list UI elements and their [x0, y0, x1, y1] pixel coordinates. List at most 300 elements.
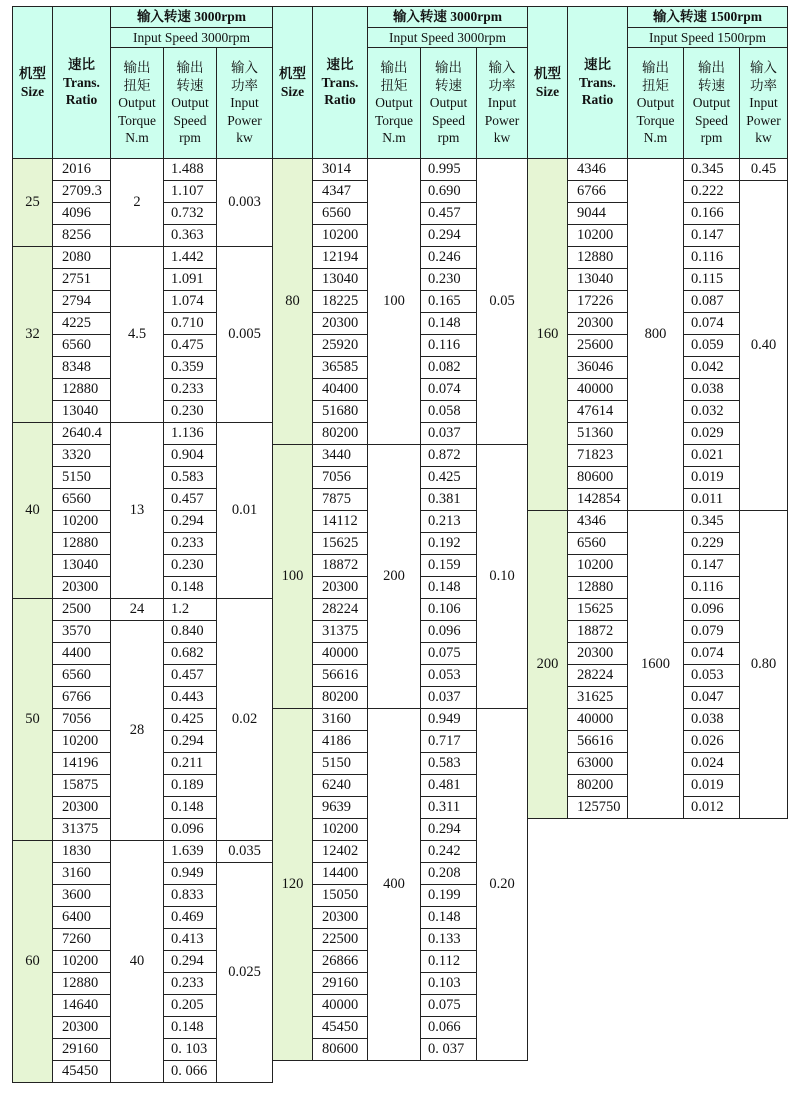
speed-cell: 0.211 [164, 753, 217, 775]
ratio-cell: 80200 [568, 775, 628, 797]
column-header-line: 输出 [176, 60, 204, 76]
ratio-cell: 4346 [568, 511, 628, 533]
table-row [273, 159, 528, 181]
speed-cell: 0.229 [684, 533, 740, 555]
ratio-cell: 10200 [568, 555, 628, 577]
ratio-cell: 63000 [568, 753, 628, 775]
speed-cell: 0.205 [164, 995, 217, 1017]
ratio-cell: 15050 [313, 885, 368, 907]
table-row [13, 599, 273, 621]
column-header-line: Speed [173, 112, 207, 128]
ratio-cell: 12880 [53, 379, 111, 401]
speed-cell: 1.639 [164, 841, 217, 863]
speed-cell: 0.116 [684, 247, 740, 269]
ratio-cell: 25920 [313, 335, 368, 357]
speed-cell: 0.294 [421, 819, 477, 841]
column-header-line: 速比 [326, 57, 354, 73]
speed-cell: 1.074 [164, 291, 217, 313]
column-header-line: 功率 [488, 77, 516, 93]
table-row [13, 159, 273, 181]
speed-cell: 0. 103 [164, 1039, 217, 1061]
speed-cell: 0.116 [684, 577, 740, 599]
ratio-cell: 4096 [53, 203, 111, 225]
power-cell: 0.01 [217, 423, 273, 599]
ratio-cell: 14640 [53, 995, 111, 1017]
column-header-line: 输入 [488, 60, 516, 76]
input-speed-cn: 输入转速 3000rpm [111, 7, 273, 28]
column-header-line: 功率 [231, 77, 258, 93]
ratio-cell: 125750 [568, 797, 628, 819]
ratio-cell: 31375 [313, 621, 368, 643]
ratio-cell: 5150 [313, 753, 368, 775]
speed-cell: 0.096 [421, 621, 477, 643]
speed-cell: 0.147 [684, 225, 740, 247]
ratio-cell: 4400 [53, 643, 111, 665]
column-header-line: rpm [437, 130, 460, 146]
speed-cell: 0.148 [164, 797, 217, 819]
column-header-line: 扭矩 [642, 77, 669, 93]
speed-cell: 0.147 [684, 555, 740, 577]
ratio-cell: 15875 [53, 775, 111, 797]
table-row [13, 841, 273, 863]
ratio-cell: 6766 [568, 181, 628, 203]
size-cell: 80 [273, 159, 313, 445]
speed-cell: 0.075 [421, 995, 477, 1017]
ratio-cell: 2709.3 [53, 181, 111, 203]
column-header-line: N.m [643, 130, 668, 146]
ratio-cell: 29160 [313, 973, 368, 995]
ratio-cell: 3160 [53, 863, 111, 885]
size-cell: 60 [13, 841, 53, 1083]
column-header-torque [111, 48, 164, 159]
column-header-line: Size [20, 83, 45, 99]
speed-cell: 0.075 [421, 643, 477, 665]
speed-cell: 0.021 [684, 445, 740, 467]
speed-cell: 0.583 [421, 753, 477, 775]
speed-cell: 0.381 [421, 489, 477, 511]
speed-cell: 0.246 [421, 247, 477, 269]
input-speed-en: Input Speed 3000rpm [368, 28, 528, 48]
input-speed-en: Input Speed 1500rpm [628, 28, 788, 48]
ratio-cell: 6560 [53, 665, 111, 687]
speed-cell: 0.840 [164, 621, 217, 643]
speed-cell: 0.074 [684, 313, 740, 335]
column-header-line: Speed [695, 112, 728, 128]
column-header-line: 输出 [380, 60, 408, 76]
speed-cell: 0.230 [164, 555, 217, 577]
size-cell: 50 [13, 599, 53, 841]
ratio-cell: 8256 [53, 225, 111, 247]
power-cell: 0.40 [740, 181, 788, 511]
speed-cell: 0.717 [421, 731, 477, 753]
ratio-cell: 22500 [313, 929, 368, 951]
power-cell: 0.10 [477, 445, 528, 709]
column-header-line: kw [236, 130, 253, 146]
speed-cell: 0.213 [421, 511, 477, 533]
ratio-cell: 20300 [568, 643, 628, 665]
ratio-cell: 6240 [313, 775, 368, 797]
speed-cell: 0.311 [421, 797, 477, 819]
ratio-cell: 20300 [313, 313, 368, 335]
input-speed-cn: 输入转速 3000rpm [368, 7, 528, 28]
column-header-line: Ratio [324, 92, 356, 108]
size-cell: 32 [13, 247, 53, 423]
column-header-line: Power [484, 112, 520, 128]
ratio-cell: 10200 [53, 731, 111, 753]
power-cell: 0.45 [740, 159, 788, 181]
column-header-ratio [313, 7, 368, 159]
speed-cell: 0.457 [164, 665, 217, 687]
speed-cell: 0.230 [164, 401, 217, 423]
speed-cell: 0.230 [421, 269, 477, 291]
ratio-cell: 51360 [568, 423, 628, 445]
ratio-cell: 12880 [53, 533, 111, 555]
column-header-line: 转速 [435, 77, 462, 93]
input-speed-cn: 输入转速 1500rpm [628, 7, 788, 28]
column-header-line: kw [493, 130, 511, 146]
table-row [13, 247, 273, 269]
speed-cell: 0.019 [684, 467, 740, 489]
speed-cell: 0.345 [684, 159, 740, 181]
column-header-line: 扭矩 [123, 77, 151, 93]
ratio-cell: 6400 [53, 907, 111, 929]
speed-cell: 0.058 [421, 401, 477, 423]
ratio-cell: 40000 [313, 643, 368, 665]
column-header-line: Output [692, 95, 731, 111]
column-header-line: Power [746, 112, 781, 128]
ratio-cell: 4347 [313, 181, 368, 203]
speed-cell: 0.233 [164, 533, 217, 555]
table-row [528, 511, 788, 533]
speed-cell: 0.690 [421, 181, 477, 203]
power-cell: 0.025 [217, 863, 273, 1083]
table-row [273, 709, 528, 731]
ratio-cell: 6766 [53, 687, 111, 709]
speed-cell: 0.053 [684, 665, 740, 687]
ratio-cell: 3320 [53, 445, 111, 467]
column-header-ratio [568, 7, 628, 159]
ratio-cell: 14112 [313, 511, 368, 533]
column-header-speed [684, 48, 740, 159]
ratio-cell: 2640.4 [53, 423, 111, 445]
power-cell: 0.035 [217, 841, 273, 863]
ratio-cell: 40400 [313, 379, 368, 401]
column-header-line: 扭矩 [380, 77, 408, 93]
speed-cell: 0.359 [164, 357, 217, 379]
speed-cell: 0.148 [164, 1017, 217, 1039]
ratio-cell: 71823 [568, 445, 628, 467]
ratio-cell: 3160 [313, 709, 368, 731]
column-header-line: Speed [432, 112, 465, 128]
speed-cell: 0. 037 [421, 1039, 477, 1061]
column-header-line: Output [171, 95, 209, 111]
ratio-cell: 7056 [53, 709, 111, 731]
ratio-cell: 10200 [313, 819, 368, 841]
column-header-line: 输入 [750, 60, 777, 76]
table-row [528, 159, 788, 181]
column-header-line: 输出 [642, 60, 669, 76]
column-header-line: Ratio [65, 92, 98, 108]
size-cell: 160 [528, 159, 568, 511]
speed-cell: 0.026 [684, 731, 740, 753]
speed-cell: 0.032 [684, 401, 740, 423]
ratio-cell: 8348 [53, 357, 111, 379]
column-header-line: N.m [125, 130, 149, 146]
ratio-cell: 12402 [313, 841, 368, 863]
column-header-line: Input [230, 95, 259, 111]
speed-cell: 0.457 [164, 489, 217, 511]
torque-cell: 40 [111, 841, 164, 1083]
column-header-line: Power [227, 112, 262, 128]
ratio-cell: 7875 [313, 489, 368, 511]
speed-cell: 0.053 [421, 665, 477, 687]
ratio-cell: 15625 [568, 599, 628, 621]
size-cell: 200 [528, 511, 568, 819]
table-panel-3 [527, 6, 787, 819]
ratio-cell: 7260 [53, 929, 111, 951]
ratio-cell: 2751 [53, 269, 111, 291]
ratio-cell: 13040 [53, 555, 111, 577]
speed-cell: 1.091 [164, 269, 217, 291]
ratio-cell: 40000 [313, 995, 368, 1017]
ratio-cell: 29160 [53, 1039, 111, 1061]
ratio-cell: 3014 [313, 159, 368, 181]
speed-cell: 0.710 [164, 313, 217, 335]
speed-cell: 1.107 [164, 181, 217, 203]
ratio-cell: 14400 [313, 863, 368, 885]
ratio-cell: 10200 [313, 225, 368, 247]
torque-cell: 800 [628, 159, 684, 511]
speed-cell: 0. 066 [164, 1061, 217, 1083]
speed-cell: 1.2 [164, 599, 217, 621]
spec-table [12, 6, 273, 1083]
ratio-cell: 28224 [313, 599, 368, 621]
column-header-line: Input [749, 95, 778, 111]
speed-cell: 0.087 [684, 291, 740, 313]
ratio-cell: 9639 [313, 797, 368, 819]
ratio-cell: 31625 [568, 687, 628, 709]
ratio-cell: 6560 [53, 489, 111, 511]
column-header-speed [164, 48, 217, 159]
ratio-cell: 13040 [568, 269, 628, 291]
column-header-size [528, 7, 568, 159]
speed-cell: 0.103 [421, 973, 477, 995]
speed-cell: 1.442 [164, 247, 217, 269]
speed-cell: 0.059 [684, 335, 740, 357]
speed-cell: 1.488 [164, 159, 217, 181]
torque-cell: 100 [368, 159, 421, 445]
column-header-line: Input [487, 95, 517, 111]
speed-cell: 0.199 [421, 885, 477, 907]
ratio-cell: 20300 [53, 1017, 111, 1039]
ratio-cell: 47614 [568, 401, 628, 423]
ratio-cell: 20300 [313, 577, 368, 599]
ratio-cell: 13040 [313, 269, 368, 291]
speed-cell: 0.233 [164, 379, 217, 401]
speed-cell: 0.995 [421, 159, 477, 181]
ratio-cell: 2500 [53, 599, 111, 621]
column-header-line: 功率 [750, 77, 777, 93]
speed-cell: 0.425 [164, 709, 217, 731]
spec-table [527, 6, 788, 819]
speed-cell: 0.042 [684, 357, 740, 379]
torque-cell: 24 [111, 599, 164, 621]
ratio-cell: 4186 [313, 731, 368, 753]
speed-cell: 0.166 [684, 203, 740, 225]
ratio-cell: 12880 [568, 247, 628, 269]
speed-cell: 0.165 [421, 291, 477, 313]
column-header-speed [421, 48, 477, 159]
speed-cell: 0.148 [421, 907, 477, 929]
ratio-cell: 15625 [313, 533, 368, 555]
ratio-cell: 4346 [568, 159, 628, 181]
speed-cell: 0.159 [421, 555, 477, 577]
speed-cell: 0.833 [164, 885, 217, 907]
ratio-cell: 45450 [313, 1017, 368, 1039]
torque-cell: 2 [111, 159, 164, 247]
column-header-power [740, 48, 788, 159]
speed-cell: 0.294 [164, 731, 217, 753]
table-row [13, 423, 273, 445]
speed-cell: 0.148 [421, 577, 477, 599]
column-header-line: Output [375, 95, 413, 111]
speed-cell: 0.583 [164, 467, 217, 489]
ratio-cell: 12194 [313, 247, 368, 269]
torque-cell: 28 [111, 621, 164, 841]
ratio-cell: 1830 [53, 841, 111, 863]
ratio-cell: 10200 [568, 225, 628, 247]
speed-cell: 0.481 [421, 775, 477, 797]
speed-cell: 0.949 [421, 709, 477, 731]
speed-cell: 0.294 [421, 225, 477, 247]
spec-table [272, 6, 528, 1061]
ratio-cell: 3570 [53, 621, 111, 643]
speed-cell: 0.079 [684, 621, 740, 643]
ratio-cell: 2080 [53, 247, 111, 269]
ratio-cell: 10200 [53, 951, 111, 973]
speed-cell: 0.019 [684, 775, 740, 797]
power-cell: 0.003 [217, 159, 273, 247]
ratio-cell: 80200 [313, 423, 368, 445]
column-header-ratio [53, 7, 111, 159]
speed-cell: 0.192 [421, 533, 477, 555]
speed-cell: 0.682 [164, 643, 217, 665]
speed-cell: 0.363 [164, 225, 217, 247]
column-header-line: 机型 [19, 65, 46, 81]
column-header-line: N.m [382, 130, 406, 146]
ratio-cell: 40000 [568, 709, 628, 731]
torque-cell: 200 [368, 445, 421, 709]
speed-cell: 0.011 [684, 489, 740, 511]
speed-cell: 0.904 [164, 445, 217, 467]
ratio-cell: 6560 [568, 533, 628, 555]
column-header-line: 输入 [231, 60, 258, 76]
size-cell: 100 [273, 445, 313, 709]
ratio-cell: 28224 [568, 665, 628, 687]
speed-cell: 0.872 [421, 445, 477, 467]
table-panel-2 [272, 6, 527, 1061]
speed-cell: 0.425 [421, 467, 477, 489]
speed-cell: 0.148 [164, 577, 217, 599]
speed-cell: 0.949 [164, 863, 217, 885]
ratio-cell: 20300 [53, 577, 111, 599]
ratio-cell: 10200 [53, 511, 111, 533]
speed-cell: 0.413 [164, 929, 217, 951]
column-header-line: Trans. [579, 74, 616, 90]
ratio-cell: 56616 [313, 665, 368, 687]
speed-cell: 0.222 [684, 181, 740, 203]
speed-cell: 0.242 [421, 841, 477, 863]
ratio-cell: 12880 [568, 577, 628, 599]
column-header-size [273, 7, 313, 159]
column-header-size [13, 7, 53, 159]
torque-cell: 4.5 [111, 247, 164, 423]
speed-cell: 0.012 [684, 797, 740, 819]
column-header-line: 输出 [435, 60, 462, 76]
speed-cell: 0.732 [164, 203, 217, 225]
speed-cell: 0.047 [684, 687, 740, 709]
ratio-cell: 6560 [313, 203, 368, 225]
column-header-power [477, 48, 528, 159]
ratio-cell: 45450 [53, 1061, 111, 1083]
column-header-line: kw [755, 130, 772, 146]
ratio-cell: 7056 [313, 467, 368, 489]
ratio-cell: 2016 [53, 159, 111, 181]
power-cell: 0.05 [477, 159, 528, 445]
ratio-cell: 142854 [568, 489, 628, 511]
speed-cell: 0.106 [421, 599, 477, 621]
column-header-line: Output [429, 95, 468, 111]
speed-cell: 0.074 [684, 643, 740, 665]
ratio-cell: 5150 [53, 467, 111, 489]
speed-cell: 0.096 [684, 599, 740, 621]
column-header-line: Torque [374, 112, 414, 128]
column-header-line: Torque [636, 112, 675, 128]
column-header-line: 输出 [123, 60, 151, 76]
torque-cell: 13 [111, 423, 164, 599]
speed-cell: 0.133 [421, 929, 477, 951]
ratio-cell: 80600 [313, 1039, 368, 1061]
ratio-cell: 12880 [53, 973, 111, 995]
speed-cell: 0.066 [421, 1017, 477, 1039]
power-cell: 0.005 [217, 247, 273, 423]
table-panel-1 [12, 6, 272, 1083]
ratio-cell: 3440 [313, 445, 368, 467]
ratio-cell: 56616 [568, 731, 628, 753]
speed-cell: 0.116 [421, 335, 477, 357]
ratio-cell: 80600 [568, 467, 628, 489]
speed-cell: 0.208 [421, 863, 477, 885]
column-header-line: rpm [700, 130, 723, 146]
table-row [273, 445, 528, 467]
speed-cell: 0.074 [421, 379, 477, 401]
speed-cell: 0.189 [164, 775, 217, 797]
column-header-line: 机型 [534, 65, 561, 81]
ratio-cell: 36585 [313, 357, 368, 379]
ratio-cell: 40000 [568, 379, 628, 401]
column-header-line: Size [535, 83, 560, 99]
ratio-cell: 20300 [53, 797, 111, 819]
size-cell: 40 [13, 423, 53, 599]
speed-cell: 0.345 [684, 511, 740, 533]
speed-cell: 0.469 [164, 907, 217, 929]
ratio-cell: 13040 [53, 401, 111, 423]
ratio-cell: 20300 [313, 907, 368, 929]
speed-cell: 0.294 [164, 511, 217, 533]
ratio-cell: 18872 [568, 621, 628, 643]
power-cell: 0.02 [217, 599, 273, 841]
column-header-line: Output [118, 95, 156, 111]
